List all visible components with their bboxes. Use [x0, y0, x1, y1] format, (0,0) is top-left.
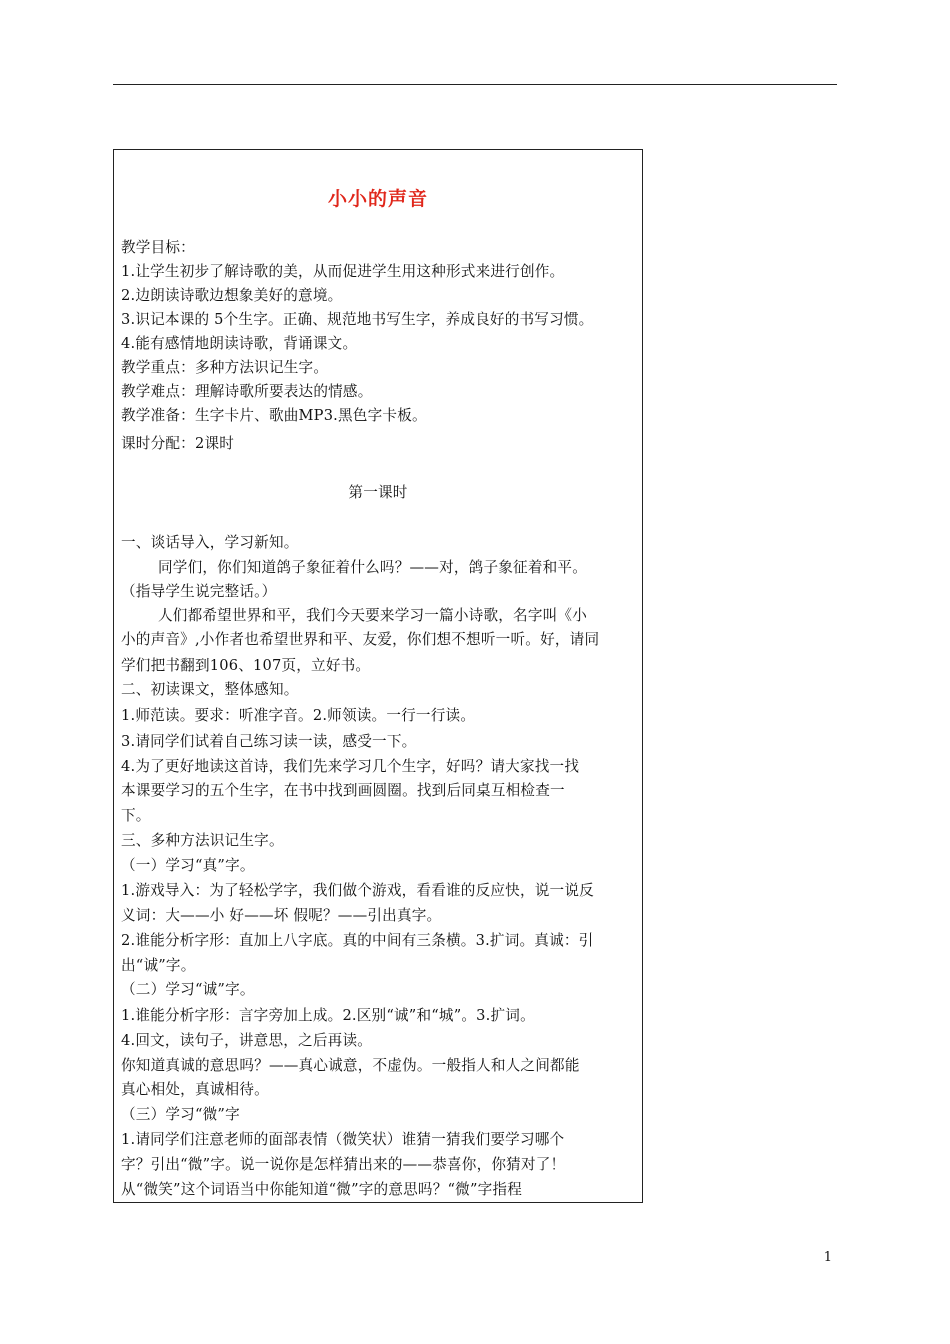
page-number: 1	[823, 1250, 832, 1265]
text-line: （指导学生说完整话。）	[121, 583, 277, 600]
text-line: 1.让学生初步了解诗歌的美，从而促进学生用这种形式来进行创作。	[121, 263, 565, 280]
text-line: 4.能有感情地朗读诗歌，背诵课文。	[121, 335, 358, 352]
text-line: 一、谈话导入，学习新知。	[121, 534, 299, 551]
text-line: 2.边朗读诗歌边想象美好的意境。	[121, 287, 343, 304]
text-line: 教学准备：生字卡片、歌曲MP3.黑色字卡板。	[121, 407, 427, 424]
text-line: 同学们，你们知道鸽子象征着什么吗？——对，鸽子象征着和平。	[158, 559, 588, 576]
text-line: 三、多种方法识记生字。	[121, 832, 284, 849]
text-line: 课时分配：2课时	[121, 435, 235, 452]
text-line: 1.谁能分析字形：言字旁加上成。2.区别“诚”和“城”。3.扩词。	[121, 1007, 535, 1024]
text-line: 下。	[121, 807, 151, 824]
lesson-plan-box	[113, 149, 643, 1203]
text-line: 出“诚”字。	[121, 957, 196, 974]
text-line: 小的声音》,小作者也希望世界和平、友爱，你们想不想听一听。好，请同	[121, 631, 600, 648]
text-line: 本课要学习的五个生字，在书中找到画圆圈。找到后同桌互相检查一	[121, 782, 565, 799]
text-line: 教学目标：	[121, 239, 195, 256]
text-line: 从“微笑”这个词语当中你能知道“微”字的意思吗？“微”字指程	[121, 1181, 523, 1198]
text-line: 你知道真诚的意思吗？——真心诚意，不虚伪。一般指人和人之间都能	[121, 1057, 580, 1074]
text-line: 1.请同学们注意老师的面部表情（微笑状）谁猜一猜我们要学习哪个	[121, 1131, 565, 1148]
text-line: 4.为了更好地读这首诗，我们先来学习几个生字，好吗？请大家找一找	[121, 758, 580, 775]
text-line: 1.游戏导入：为了轻松学字，我们做个游戏，看看谁的反应快，说一说反	[121, 882, 594, 899]
text-line: （三）学习“微”字	[121, 1106, 240, 1123]
text-line: 学们把书翻到106、107页，立好书。	[121, 657, 371, 674]
text-line: 字？引出“微”字。说一说你是怎样猜出来的——恭喜你，你猜对了！	[121, 1156, 566, 1173]
text-line: 4.回文，读句子，讲意思，之后再读。	[121, 1032, 373, 1049]
text-line: 2.谁能分析字形：直加上八字底。真的中间有三条横。3.扩词。真诚：引	[121, 932, 594, 949]
section-heading: 第一课时	[348, 484, 408, 501]
text-line: 教学重点：多种方法识记生字。	[121, 359, 329, 376]
text-line: 人们都希望世界和平，我们今天要来学习一篇小诗歌，名字叫《小	[158, 607, 588, 624]
text-line: 二、初读课文，整体感知。	[121, 681, 299, 698]
text-line: 1.师范读。要求：听准字音。2.师领读。一行一行读。	[121, 707, 476, 724]
text-line: 3.识记本课的 5个生字。正确、规范地书写生字，养成良好的书写习惯。	[121, 311, 594, 328]
text-line: （二）学习“诚”字。	[121, 981, 255, 998]
text-line: （一）学习“真”字。	[121, 857, 255, 874]
header-rule	[113, 84, 837, 85]
text-line: 真心相处，真诚相待。	[121, 1081, 269, 1098]
text-line: 教学难点：理解诗歌所要表达的情感。	[121, 383, 373, 400]
text-line: 义词：大——小 好——坏 假呢？——引出真字。	[121, 907, 442, 924]
text-line: 3.请同学们试着自己练习读一读，感受一下。	[121, 733, 417, 750]
document-title: 小小的声音	[327, 188, 428, 210]
